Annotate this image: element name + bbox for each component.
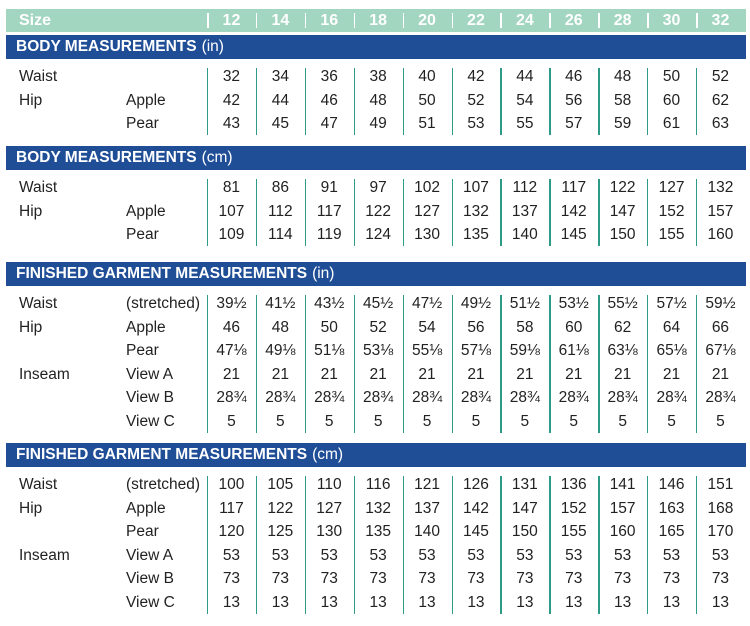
measurement-cell: 97 — [369, 179, 387, 196]
measurement-cell: 47 — [320, 115, 338, 133]
measurement-cell: 81 — [222, 179, 241, 196]
measurement-cell: 116 — [365, 476, 391, 493]
measurement-cell: 152 — [658, 202, 685, 220]
measurement-cell: 5 — [520, 413, 530, 430]
measurement-cell: 117 — [316, 202, 342, 220]
measurement-cell: 56 — [565, 91, 583, 109]
measurement-cell: 21 — [271, 365, 289, 383]
measurement-cell: 107 — [463, 179, 489, 196]
measurement-cell: 135 — [365, 523, 392, 541]
measurement-cell: 66 — [711, 318, 730, 336]
measurement-cell: 28¾ — [314, 389, 345, 407]
size-header-cell: 18 — [369, 12, 388, 29]
measurement-cell: 61 — [662, 115, 681, 133]
measurement-cell: 109 — [218, 226, 245, 244]
measurement-cell: 59½ — [705, 295, 736, 312]
measurement-cell: 140 — [414, 523, 440, 541]
measurement-cell: 28¾ — [411, 389, 443, 407]
measurement-cell: 13 — [271, 594, 289, 611]
row-sublabel: View B — [126, 570, 174, 588]
measurement-cell: 53 — [222, 546, 241, 564]
measurement-cell: 44 — [516, 68, 534, 85]
measurement-cell: 124 — [365, 226, 392, 244]
size-header-cell: 32 — [711, 12, 730, 29]
measurement-cell: 21 — [418, 365, 436, 383]
measurement-cell: 145 — [560, 226, 587, 244]
measurement-cell: 157 — [609, 499, 636, 517]
measurement-cell: 59 — [614, 115, 632, 133]
measurement-cell: 21 — [369, 365, 387, 383]
measurement-cell: 59⅛ — [509, 342, 540, 360]
size-header-cell: 14 — [271, 12, 290, 29]
measurement-cell: 44 — [271, 91, 289, 109]
size-header-row — [6, 9, 746, 32]
measurement-cell: 73 — [614, 570, 632, 588]
size-header-label: Size — [19, 12, 52, 29]
measurement-cell: 49⅛ — [265, 342, 296, 360]
measurement-cell: 105 — [267, 476, 294, 493]
measurement-cell: 40 — [418, 68, 436, 85]
measurement-cell: 38 — [369, 68, 387, 85]
section-band — [6, 35, 746, 59]
row-sublabel: View C — [126, 413, 175, 430]
measurement-cell: 125 — [267, 523, 294, 541]
measurement-cell: 57⅛ — [460, 342, 492, 360]
measurement-cell: 132 — [365, 499, 392, 517]
measurement-cell: 21 — [516, 365, 534, 383]
section-title-text: FINISHED GARMENT MEASUREMENTS — [16, 446, 308, 463]
measurement-cell: 43½ — [314, 295, 345, 312]
measurement-cell: 50 — [662, 68, 681, 85]
measurement-cell: 28¾ — [656, 389, 687, 407]
measurement-cell: 5 — [227, 413, 236, 430]
measurement-cell: 53 — [418, 546, 436, 564]
measurement-cell: 48 — [369, 91, 387, 109]
measurement-cell: 28¾ — [216, 389, 247, 407]
measurement-cell: 53 — [614, 546, 632, 564]
measurement-cell: 53 — [565, 546, 583, 564]
row-label: Hip — [19, 202, 43, 220]
measurement-cell: 5 — [373, 413, 383, 430]
row-sublabel: Pear — [126, 226, 159, 244]
measurement-cell: 67⅛ — [705, 342, 736, 360]
measurement-cell: 48 — [271, 318, 289, 336]
measurement-cell: 146 — [658, 476, 685, 493]
measurement-cell: 5 — [324, 413, 334, 430]
row-label: Waist — [19, 476, 58, 493]
measurement-cell: 152 — [560, 499, 587, 517]
measurement-cell: 5 — [716, 413, 725, 430]
section-title — [16, 265, 334, 283]
row-label: Waist — [19, 295, 58, 312]
measurement-cell: 55½ — [607, 295, 638, 312]
measurement-cell: 48 — [614, 68, 632, 85]
measurement-cell: 131 — [511, 476, 538, 493]
measurement-cell: 56 — [467, 318, 485, 336]
measurement-cell: 140 — [511, 226, 538, 244]
measurement-cell: 53 — [516, 546, 534, 564]
measurement-cell: 117 — [219, 499, 244, 517]
measurement-cell: 28¾ — [265, 389, 296, 407]
measurement-cell: 5 — [471, 413, 481, 430]
measurement-cell: 5 — [422, 413, 432, 430]
measurement-cell: 126 — [463, 476, 489, 493]
measurement-cell: 43 — [222, 115, 241, 133]
measurement-cell: 42 — [222, 91, 241, 109]
measurement-cell: 122 — [365, 202, 392, 220]
measurement-cell: 28¾ — [460, 389, 492, 407]
measurement-cell: 86 — [271, 179, 289, 196]
measurement-cell: 21 — [614, 365, 632, 383]
measurement-cell: 60 — [662, 91, 681, 109]
measurement-cell: 157 — [707, 202, 734, 220]
measurement-cell: 147 — [609, 202, 636, 220]
measurement-cell: 165 — [658, 523, 685, 541]
measurement-cell: 73 — [662, 570, 681, 588]
row-sublabel: View B — [126, 389, 174, 407]
measurement-cell: 5 — [618, 413, 627, 430]
section-title — [16, 38, 224, 56]
measurement-cell: 36 — [320, 68, 338, 85]
row-sublabel: Pear — [126, 523, 159, 541]
measurement-cell: 127 — [658, 179, 685, 196]
section-unit: (in) — [201, 38, 224, 55]
section-unit: (cm) — [201, 149, 233, 166]
measurement-cell: 13 — [662, 594, 681, 611]
measurement-cell: 130 — [316, 523, 343, 541]
section-band — [6, 262, 746, 286]
measurement-cell: 57½ — [656, 295, 687, 312]
measurement-cell: 58 — [614, 91, 632, 109]
measurement-cell: 53 — [467, 546, 485, 564]
measurement-cell: 46 — [565, 68, 583, 85]
measurement-cell: 150 — [511, 523, 538, 541]
measurement-cell: 13 — [320, 594, 338, 611]
measurement-cell: 46 — [320, 91, 338, 109]
section-unit: (in) — [312, 265, 335, 282]
measurement-cell: 55 — [516, 115, 534, 133]
measurement-cell: 47⅛ — [216, 342, 247, 360]
measurement-cell: 53 — [662, 546, 681, 564]
measurement-cell: 5 — [667, 413, 676, 430]
measurement-cell: 151 — [707, 476, 734, 493]
measurement-cell: 73 — [516, 570, 534, 588]
section-band — [6, 443, 746, 467]
section-title — [16, 446, 343, 464]
measurement-cell: 50 — [418, 91, 436, 109]
row-sublabel: (stretched) — [126, 476, 201, 493]
measurement-cell: 73 — [320, 570, 338, 588]
row-sublabel: View A — [126, 365, 174, 383]
measurement-cell: 63 — [711, 115, 730, 133]
measurement-cell: 28¾ — [558, 389, 589, 407]
measurement-cell: 119 — [316, 226, 342, 244]
measurement-cell: 127 — [316, 499, 343, 517]
measurement-cell: 39½ — [216, 295, 247, 312]
measurement-cell: 13 — [614, 594, 632, 611]
measurement-cell: 52 — [369, 318, 387, 336]
size-header-cell: 30 — [662, 12, 681, 29]
measurement-cell: 53 — [711, 546, 730, 564]
measurement-cell: 51½ — [509, 295, 540, 312]
measurement-cell: 46 — [222, 318, 241, 336]
row-label: Inseam — [19, 365, 70, 383]
section-title-text: BODY MEASUREMENTS — [16, 38, 197, 55]
measurement-cell: 168 — [707, 499, 734, 517]
measurement-cell: 58 — [516, 318, 534, 336]
measurement-cell: 21 — [222, 365, 241, 383]
measurement-cell: 63⅛ — [607, 342, 638, 360]
measurement-cell: 13 — [565, 594, 583, 611]
measurement-cell: 136 — [560, 476, 587, 493]
measurement-cell: 42 — [467, 68, 485, 85]
row-sublabel: (stretched) — [126, 295, 201, 312]
size-header-cell: 28 — [613, 12, 632, 29]
row-label: Hip — [19, 91, 43, 109]
size-header-cell: 22 — [467, 12, 485, 29]
section-band — [6, 146, 746, 170]
measurement-cell: 73 — [418, 570, 436, 588]
measurement-cell: 142 — [463, 499, 489, 517]
measurement-cell: 51 — [418, 115, 436, 133]
measurement-cell: 102 — [414, 179, 440, 196]
measurement-cell: 52 — [467, 91, 485, 109]
section-title-text: FINISHED GARMENT MEASUREMENTS — [16, 265, 308, 282]
row-sublabel: Apple — [126, 91, 166, 109]
measurement-cell: 13 — [369, 594, 387, 611]
section-title — [16, 149, 233, 167]
measurement-cell: 53 — [271, 546, 289, 564]
measurement-cell: 117 — [561, 179, 587, 196]
measurement-cell: 122 — [609, 179, 636, 196]
measurement-cell: 53⅛ — [363, 342, 394, 360]
measurement-cell: 122 — [267, 499, 294, 517]
measurement-cell: 65⅛ — [656, 342, 687, 360]
measurement-cell: 13 — [516, 594, 534, 611]
measurement-cell: 142 — [560, 202, 587, 220]
measurement-cell: 91 — [320, 179, 338, 196]
measurement-cell: 73 — [467, 570, 485, 588]
measurement-cell: 132 — [707, 179, 734, 196]
measurement-cell: 141 — [609, 476, 636, 493]
row-label: Hip — [19, 318, 43, 336]
measurement-cell: 13 — [418, 594, 436, 611]
row-label: Waist — [19, 179, 58, 196]
measurement-cell: 5 — [276, 413, 285, 430]
size-header-cell: 24 — [515, 12, 534, 29]
measurement-cell: 60 — [565, 318, 583, 336]
measurement-cell: 28¾ — [607, 389, 638, 407]
measurement-cell: 32 — [222, 68, 241, 85]
measurement-cell: 145 — [463, 523, 489, 541]
measurement-cell: 163 — [658, 499, 685, 517]
size-header-cell: 26 — [564, 12, 583, 29]
measurement-cell: 73 — [565, 570, 583, 588]
row-sublabel: View C — [126, 594, 175, 611]
measurement-cell: 64 — [662, 318, 681, 336]
measurement-cell: 62 — [711, 91, 730, 109]
measurement-cell: 73 — [271, 570, 289, 588]
row-sublabel: Apple — [126, 318, 166, 336]
measurement-cell: 112 — [512, 179, 538, 196]
measurement-cell: 13 — [222, 594, 241, 611]
measurement-cell: 41½ — [265, 295, 296, 312]
measurement-cell: 47½ — [411, 295, 443, 312]
measurement-cell: 73 — [711, 570, 730, 588]
measurement-cell: 49 — [369, 115, 387, 133]
measurement-cell: 73 — [222, 570, 241, 588]
measurement-cell: 57 — [565, 115, 583, 133]
measurement-cell: 55⅛ — [411, 342, 443, 360]
measurement-cell: 110 — [316, 476, 342, 493]
measurement-cell: 73 — [369, 570, 387, 588]
measurement-cell: 155 — [560, 523, 587, 541]
measurement-cell: 45 — [271, 115, 289, 133]
row-sublabel: View A — [126, 546, 174, 564]
measurement-cell: 53 — [369, 546, 387, 564]
measurement-cell: 21 — [467, 365, 485, 383]
measurement-cell: 49½ — [460, 295, 492, 312]
measurement-cell: 160 — [707, 226, 734, 244]
measurement-cell: 155 — [658, 226, 685, 244]
measurement-cell: 13 — [711, 594, 730, 611]
measurement-cell: 34 — [271, 68, 289, 85]
measurement-cell: 121 — [414, 476, 440, 493]
measurement-cell: 112 — [267, 202, 293, 220]
row-label: Hip — [19, 499, 43, 517]
measurement-cell: 21 — [711, 365, 730, 383]
measurement-cell: 52 — [711, 68, 730, 85]
measurement-cell: 21 — [320, 365, 338, 383]
measurement-cell: 28¾ — [363, 389, 394, 407]
measurement-cell: 53½ — [558, 295, 589, 312]
measurement-cell: 61⅛ — [558, 342, 589, 360]
row-sublabel: Apple — [126, 499, 166, 517]
measurement-cell: 147 — [511, 499, 538, 517]
row-sublabel: Apple — [126, 202, 166, 220]
measurement-cell: 50 — [320, 318, 338, 336]
measurement-cell: 120 — [218, 523, 245, 541]
measurement-cell: 28¾ — [705, 389, 736, 407]
row-label: Inseam — [19, 546, 70, 564]
row-sublabel: Pear — [126, 115, 159, 133]
measurement-cell: 53 — [467, 115, 485, 133]
measurement-cell: 132 — [463, 202, 489, 220]
measurement-cell: 137 — [414, 499, 440, 517]
section-unit: (cm) — [312, 446, 344, 463]
measurement-cell: 170 — [707, 523, 734, 541]
measurement-cell: 100 — [218, 476, 245, 493]
size-header-cell: 20 — [418, 12, 436, 29]
measurement-cell: 21 — [662, 365, 681, 383]
measurement-cell: 28¾ — [509, 389, 540, 407]
measurement-cell: 127 — [414, 202, 440, 220]
size-header-cell: 16 — [320, 12, 339, 29]
measurement-cell: 62 — [614, 318, 632, 336]
row-sublabel: Pear — [126, 342, 159, 360]
measurement-cell: 13 — [467, 594, 485, 611]
measurement-cell: 54 — [516, 91, 534, 109]
measurement-cell: 160 — [609, 523, 636, 541]
size-header-cell: 12 — [222, 12, 241, 29]
measurement-cell: 150 — [609, 226, 636, 244]
measurement-cell: 135 — [463, 226, 489, 244]
row-label: Waist — [19, 68, 58, 85]
measurement-cell: 53 — [320, 546, 338, 564]
measurement-cell: 51⅛ — [314, 342, 345, 360]
measurement-cell: 5 — [569, 413, 579, 430]
measurement-cell: 54 — [418, 318, 436, 336]
section-title-text: BODY MEASUREMENTS — [16, 149, 197, 166]
measurement-cell: 45½ — [363, 295, 394, 312]
measurement-cell: 107 — [218, 202, 245, 220]
measurement-cell: 137 — [511, 202, 538, 220]
measurement-cell: 114 — [267, 226, 293, 244]
measurement-cell: 130 — [414, 226, 440, 244]
measurement-cell: 21 — [565, 365, 583, 383]
